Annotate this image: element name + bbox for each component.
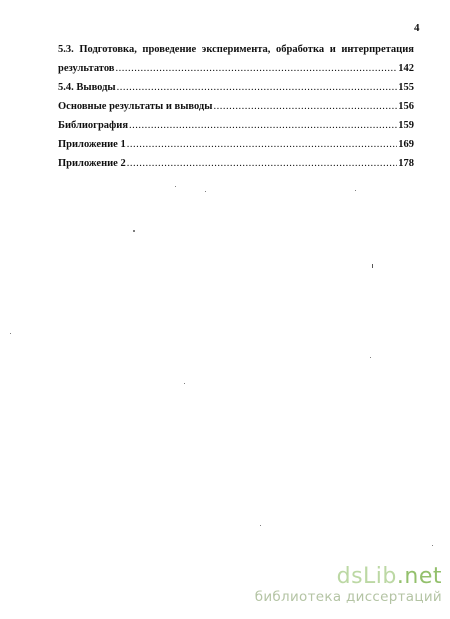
toc-entry-page: 159 [398,120,414,131]
toc-word: 5.3. [58,44,74,55]
scan-speck [133,230,135,232]
scan-speck [175,186,176,187]
toc-entry-page: 155 [398,82,414,93]
scan-speck [260,525,261,526]
toc-dot-leader [213,97,397,116]
toc-entry-page: 142 [398,63,414,74]
toc-dot-leader [127,154,398,173]
scan-speck [372,264,373,268]
dslib-watermark [255,565,442,605]
dslib-logo [255,565,442,589]
scan-speck [205,191,206,192]
toc-dot-leader [115,59,397,78]
toc-word: обработка [275,44,325,55]
toc-entry-label: Приложение 1 [58,139,126,150]
toc-entry-label: Основные результаты и выводы [58,101,213,112]
scan-speck [184,383,185,384]
page-number: 4 [414,22,420,34]
logo-part-dslib: dsLib [336,564,397,589]
scan-speck [432,545,433,546]
toc-entry-label: результатов [58,63,115,74]
toc-word: Подготовка, [79,44,137,55]
toc-word: и [329,44,336,55]
toc-dot-leader [127,135,398,154]
logo-part-net: .net [396,564,442,589]
toc-entry-label: 5.4. Выводы [58,82,116,93]
toc-dot-leader [117,78,398,97]
toc-entry-page: 178 [398,158,414,169]
toc-entry-5-4 [58,78,414,97]
toc-entry-5-3-continuation [58,59,414,78]
toc-entry-label: Приложение 2 [58,158,126,169]
scan-speck [10,333,11,334]
toc-word: эксперимента, [201,44,271,55]
toc-entry-5-3-heading [58,40,414,59]
toc-entry-main-results [58,97,414,116]
toc-word: проведение [142,44,197,55]
toc-entry-bibliography [58,116,414,135]
toc-dot-leader [129,116,397,135]
scan-speck [370,357,371,358]
toc-entry-page: 156 [398,101,414,112]
toc-word: интерпретация [341,44,414,55]
table-of-contents [58,40,414,173]
scan-speck [355,190,356,191]
toc-entry-appendix-2 [58,154,414,173]
toc-entry-label: Библиография [58,120,129,131]
toc-entry-appendix-1 [58,135,414,154]
dslib-subtitle: библиотека диссертаций [254,589,442,605]
toc-entry-page: 169 [398,139,414,150]
